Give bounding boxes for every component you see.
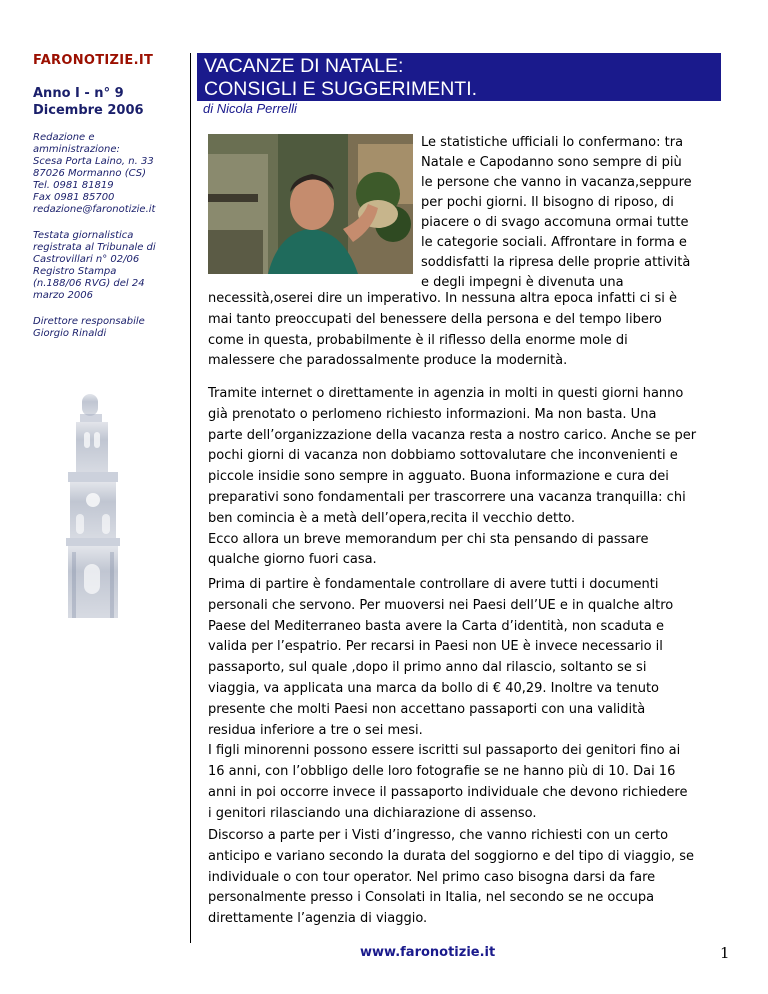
bell-tower-illustration [52,392,142,622]
article-title-bar [197,53,721,101]
masthead-title: FARONOTIZIE.IT [33,53,154,68]
sidebar-line: registrata al Tribunale di [33,242,156,253]
lead-line: Le statistiche ufficiali lo confermano: tra [421,135,684,150]
article-title-line: CONSIGLI E SUGGERIMENTI. [204,78,478,100]
paragraph-line: viaggia, va applicata una marca da bollo di € 40,29. Inoltre va tenuto [208,680,660,696]
testata-block [33,230,156,302]
lead-line: per pochi giorni. Il bisogno di riposo, di [421,195,674,210]
paragraph-line: piccole insidie sono sempre in agguato. Buona informazione e cura dei [208,469,669,485]
paragraph-line: parte dell’organizzazione della vacanza resta a nostro carico. Anche se per [208,427,697,443]
sidebar-line: Direttore responsabile [33,316,145,327]
issue-date: Dicembre 2006 [33,103,144,118]
sidebar-line: 87026 Mormanno (CS) [33,168,147,179]
paragraph-line: presente che molti Paesi non accettano passaporti con una validità [208,701,646,717]
lead-line: soddisfatti la ripresa delle proprie attività [421,255,691,270]
author-photo [208,134,413,274]
paragraph-line: Prima di partire è fondamentale controllare di avere tutti i documenti [208,577,659,592]
paragraph-line: personalmente presso i Consolati in Italia, nel secondo se ne occupa [208,890,655,906]
issue-info [33,85,144,119]
sidebar-line: Registro Stampa [33,266,117,277]
article-paragraph-2 [208,384,698,571]
paragraph-line: residua inferiore a tre o sei mesi. [208,722,423,738]
sidebar-email: redazione@faronotizie.it [33,204,156,215]
article-paragraph-4 [208,826,698,930]
paragraph-line: mai tanto preoccupati del benessere della persona e del tempo libero [208,311,662,327]
paragraph-line: pochi giorni di vacanza non dobbiamo sottovalutare che inconvenienti e [208,448,678,464]
sidebar-line: Tel. 0981 81819 [33,180,114,191]
paragraph-line: come in questa, probabilmente è il riflesso della enorme mole di [208,332,628,348]
direttore-block [33,316,145,340]
paragraph-line: 16 anni, con l’obbligo delle loro fotografie se ne hanno più di 10. Dai 16 [208,764,676,780]
paragraph-line: direttamente l’agenzia di viaggio. [208,911,428,927]
paragraph-line: Paese del Mediterraneo basta avere la Carta d’identità, non scaduta e [208,618,665,634]
sidebar-line: Fax 0981 85700 [33,192,115,203]
lead-line: Natale e Capodanno sono sempre di più [421,155,682,170]
lead-line: le persone che vanno in vacanza,seppure [421,175,692,190]
article-paragraph-1 [208,289,698,372]
lead-line: le categorie sociali. Affrontare in forma e [421,235,687,250]
paragraph-line: anni in poi occorre invece il passaporto individuale che devono richiedere [208,784,688,800]
paragraph-line: i genitori rilasciando una dichiarazione di assenso. [208,805,537,821]
sidebar-line: Giorgio Rinaldi [33,328,107,339]
sidebar-line: Redazione e [33,132,95,143]
article-byline: di Nicola Perrelli [203,101,297,116]
sidebar-line: Scesa Porta Laino, n. 33 [33,156,154,167]
paragraph-line: ben comincia è a metà dell’opera,recita il vecchio detto. [208,510,576,526]
paragraph-line: valida per l’espatrio. Per recarsi in Paesi non UE è invece necessario il [208,639,663,655]
paragraph-line: qualche giorno fuori casa. [208,552,377,568]
article-title-line: VACANZE DI NATALE: [204,55,404,77]
sidebar-line: Testata giornalistica [33,230,134,241]
paragraph-line: Discorso a parte per i Visti d’ingresso, che vanno richiesti con un certo [208,828,669,843]
paragraph-line: già prenotato o perlomeno richiesto informazioni. Ma non basta. Una [208,406,657,422]
column-divider [190,53,191,943]
paragraph-line: Tramite internet o direttamente in agenzia in molti in questi giorni hanno [208,386,684,401]
sidebar-line: amministrazione: [33,144,120,155]
sidebar-line: (n.188/06 RVG) del 24 [33,278,145,289]
paragraph-line: passaporto, sul quale ,dopo il primo anno dal rilascio, soltanto se si [208,660,647,676]
paragraph-line: personali che servono. Per muoversi nei Paesi dell’UE e in qualche altro [208,597,674,613]
page-number: 1 [720,944,730,962]
paragraph-line: I figli minorenni possono essere iscritti sul passaporto dei genitori fino ai [208,743,681,759]
lead-line: e degli impegni è divenuta una [421,275,624,290]
article-paragraph-3 [208,575,698,825]
issue-number: Anno I - n° 9 [33,86,124,101]
sidebar-line: marzo 2006 [33,290,93,301]
paragraph-line: anticipo e variano secondo la durata del soggiorno e del tipo di viaggio, se [208,848,694,864]
paragraph-line: malessere che paradossalmente produce la modernità. [208,353,568,369]
paragraph-line: Ecco allora un breve memorandum per chi sta pensando di passare [208,531,649,547]
paragraph-line: preparativi sono fondamentali per trascorrere una vacanza tranquilla: chi [208,489,686,505]
sidebar-line: Castrovillari n° 02/06 [33,254,140,265]
footer-website-link[interactable]: www.faronotizie.it [360,945,496,960]
redazione-block [33,132,155,216]
paragraph-line: necessità,oserei dire un imperativo. In nessuna altra epoca infatti ci si è [208,291,678,306]
paragraph-line: individuale o con tour operator. Nel primo caso bisogna darsi da fare [208,869,656,885]
lead-line: piacere o di svago accomuna ormai tutte [421,215,689,230]
